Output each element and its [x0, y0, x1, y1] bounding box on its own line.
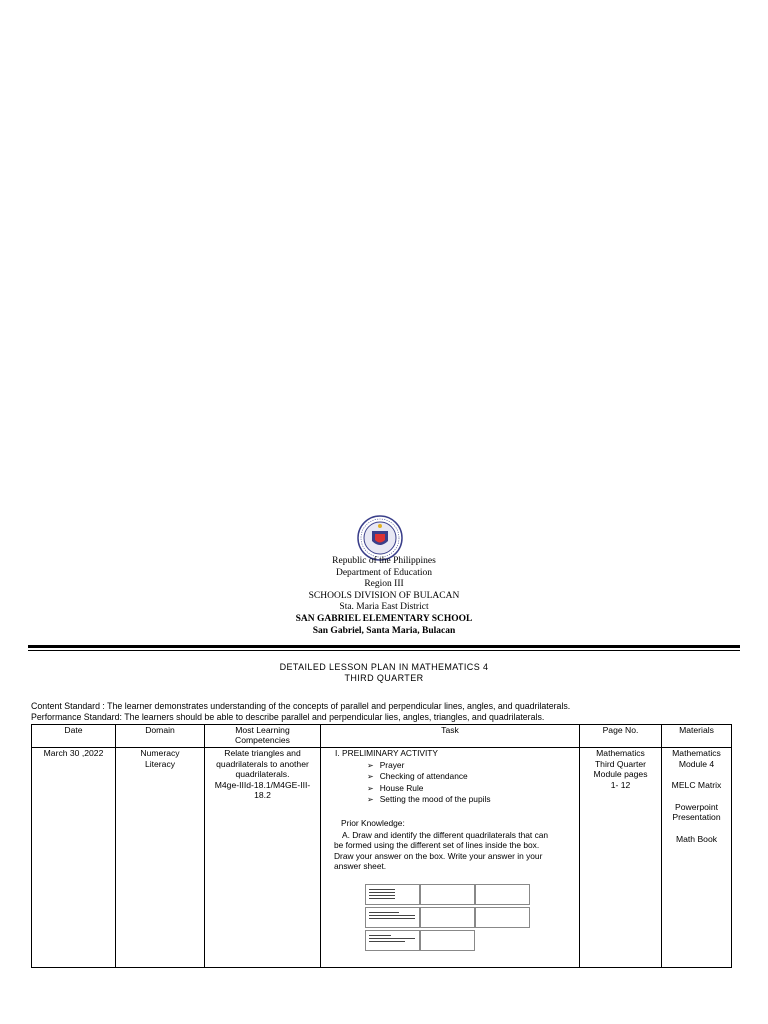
line-set-box: [365, 907, 420, 928]
line-set-box: [365, 884, 420, 905]
content-standard: Content Standard : The learner demonstrates understanding of the concepts of parallel and perpendicular lines, angles, and quadrilaterals.: [31, 701, 571, 711]
header-divider-thick: [28, 645, 740, 648]
cell-domain: [116, 748, 205, 968]
cell-competencies: [205, 748, 321, 968]
task-heading: I. PRELIMINARY ACTIVITY: [335, 748, 439, 758]
answer-box[interactable]: [475, 884, 530, 905]
prior-knowledge-label: Prior Knowledge:: [341, 817, 405, 828]
activity-list: [367, 760, 577, 806]
cell-date: [32, 748, 116, 968]
lesson-plan-table: [31, 724, 732, 968]
answer-box-row: [365, 907, 577, 927]
cell-page-no: [580, 748, 662, 968]
domain-line: Numeracy: [140, 748, 180, 758]
prior-line: answer sheet.: [334, 861, 387, 872]
list-item: ➢ Prayer: [367, 760, 577, 772]
parallel-lines-icon: [369, 935, 415, 944]
answer-boxes: [365, 884, 577, 950]
domain-line: Literacy: [144, 758, 176, 769]
header-domain: Domain: [116, 725, 205, 748]
prior-line: be formed using the different set of lines inside the box.: [334, 840, 540, 851]
table-row: [32, 748, 732, 968]
page-line: Third Quarter: [594, 758, 647, 769]
material-line: Presentation: [672, 812, 721, 823]
prior-line: A. Draw and identify the different quadrilaterals that can: [342, 829, 549, 840]
header-department: Department of Education: [335, 567, 433, 578]
header-date: Date: [32, 725, 116, 748]
answer-box[interactable]: [420, 907, 475, 928]
material-line: Mathematics: [672, 748, 721, 758]
table-header-row: [32, 725, 732, 748]
school-header: [200, 556, 568, 637]
material-item: [664, 780, 729, 791]
header-republic: Republic of the Philippines: [332, 556, 436, 566]
header-school-address: San Gabriel, Santa Maria, Bulacan: [312, 625, 456, 636]
competency-line: quadrilaterals to another: [216, 758, 309, 769]
competency-line: Relate triangles and: [224, 748, 301, 758]
material-line: MELC Matrix: [671, 780, 722, 791]
material-line: Module 4: [678, 758, 715, 769]
answer-box-row: [365, 930, 577, 950]
list-item: ➢ Checking of attendance: [367, 771, 577, 783]
line-set-box: [365, 930, 420, 951]
header-division: SCHOOLS DIVISION OF BULACAN: [308, 590, 460, 601]
material-line: Powerpoint: [675, 801, 718, 812]
list-item: ➢ Setting the mood of the pupils: [367, 794, 577, 806]
header-district: Sta. Maria East District: [339, 602, 429, 613]
prior-line: Draw your answer on the box. Write your answer in your: [334, 850, 543, 861]
material-item: [664, 834, 729, 845]
cell-task: [321, 748, 580, 968]
deped-seal-icon: [357, 515, 403, 561]
title-line-1: DETAILED LESSON PLAN IN MATHEMATICS 4: [279, 662, 489, 672]
page-line: 1- 12: [610, 779, 631, 790]
header-materials: Materials: [662, 725, 732, 748]
standards-block: [31, 701, 751, 723]
answer-box[interactable]: [420, 884, 475, 905]
performance-standard: Performance Standard: The learners should be able to describe parallel and perpendicular lies, angles, triangles, and quadrilaterals.: [31, 712, 545, 722]
material-item: [664, 748, 729, 769]
lesson-plan-title: [200, 662, 568, 684]
answer-box-row: [365, 884, 577, 904]
date-value: March 30 ,2022: [43, 748, 104, 758]
material-item: [664, 802, 729, 823]
cell-materials: [662, 748, 732, 968]
page-line: Module pages: [593, 769, 648, 780]
parallel-lines-icon: [369, 889, 395, 901]
header-task: Task: [321, 725, 580, 748]
parallel-lines-icon: [369, 912, 415, 921]
header-page-no: Page No.: [580, 725, 662, 748]
answer-box[interactable]: [475, 907, 530, 928]
competency-line: quadrilaterals.: [235, 769, 290, 780]
header-region: Region III: [364, 579, 404, 590]
title-line-2: THIRD QUARTER: [344, 673, 424, 683]
prior-knowledge-text: [334, 830, 577, 872]
page-line: Mathematics: [596, 748, 645, 758]
header-divider-thin: [28, 650, 740, 651]
list-item: ➢ House Rule: [367, 783, 577, 795]
header-school-name: SAN GABRIEL ELEMENTARY SCHOOL: [295, 613, 473, 624]
answer-box[interactable]: [420, 930, 475, 951]
header-competencies: Most Learning Competencies: [205, 725, 321, 748]
competency-line: M4ge-IIId-18.1/M4GE-III-: [214, 779, 311, 790]
competency-line: 18.2: [254, 790, 271, 801]
material-line: Math Book: [675, 833, 718, 844]
